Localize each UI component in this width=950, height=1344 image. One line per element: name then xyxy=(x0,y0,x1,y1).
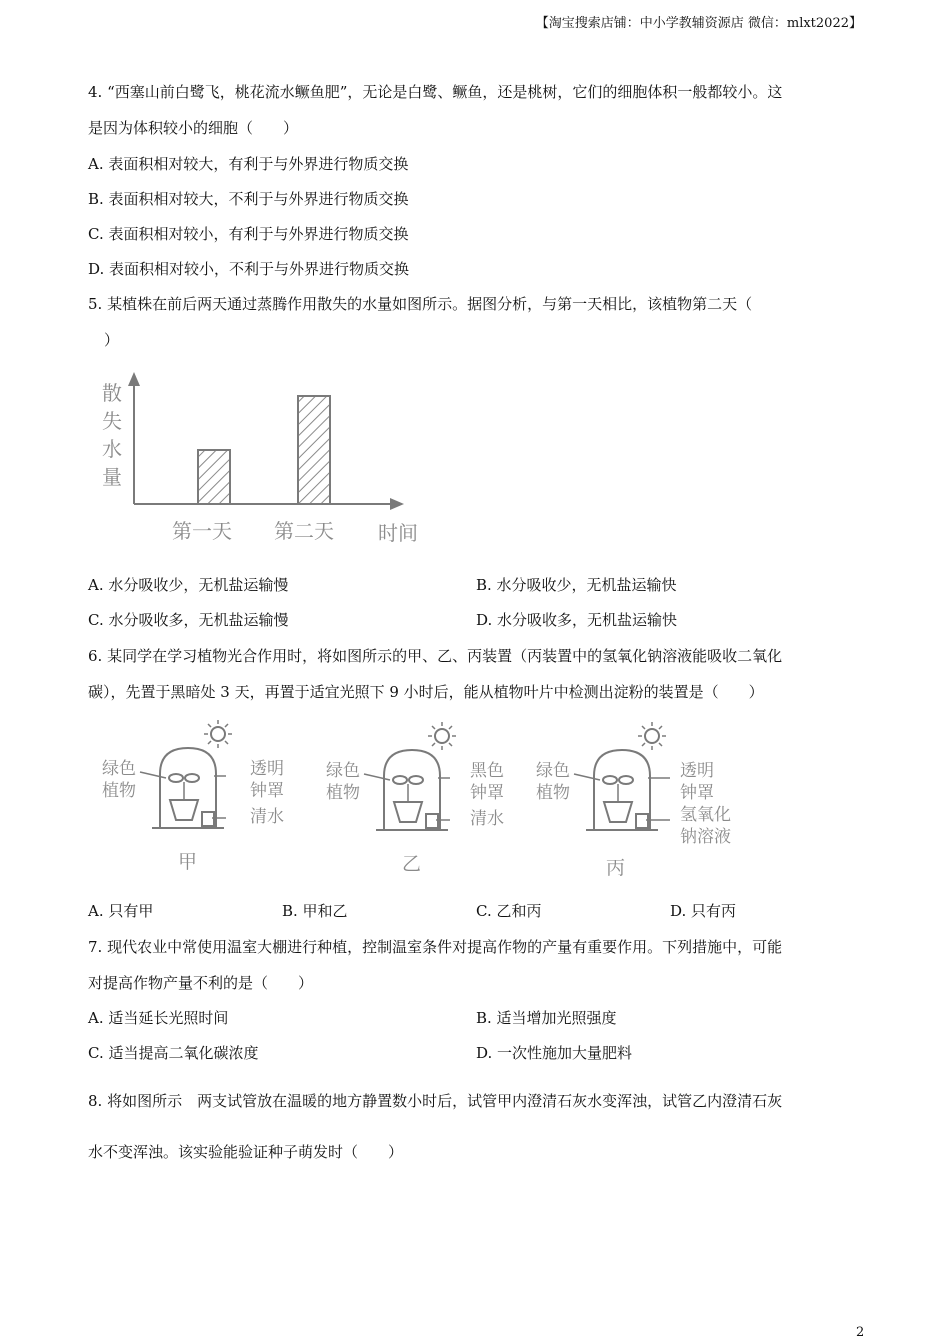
bar-day-2 xyxy=(298,396,330,504)
label-plant-line1: 绿色 xyxy=(326,761,360,781)
beaker-icon xyxy=(202,812,214,826)
sun-icon xyxy=(204,720,232,748)
x-category-day-1: 第一天 xyxy=(172,519,232,543)
q8-stem-line2: 水不变浑浊。该实验能验证种子萌发时（ ） xyxy=(88,1143,404,1161)
q4-option-b: B. 表面积相对较大，不利于与外界进行物质交换 xyxy=(88,190,409,208)
q6-stem-line1: 6. 某同学在学习植物光合作用时，将如图所示的甲、乙、丙装置（丙装置中的氢氧化钠溶液能吸收二氧化 xyxy=(88,647,783,665)
q6-stem-line2: 碳），先置于黑暗处 3 天，再置于适宜光照下 9 小时后，能从植物叶片中检测出淀粉的装置是（ ） xyxy=(88,683,764,701)
y-axis-arrow-icon xyxy=(128,372,140,386)
label-plant-line1: 绿色 xyxy=(102,759,136,779)
label-plant-line1: 绿色 xyxy=(536,761,570,781)
q5-option-a: A. 水分吸收少，无机盐运输慢 xyxy=(88,576,289,594)
q8-stem-line1: 8. 将如图所示 两支试管放在温暖的地方静置数小时后，试管甲内澄清石灰水变浑浊，试管乙内澄清石灰 xyxy=(88,1092,783,1110)
q6-option-c: C. 乙和丙 xyxy=(476,902,542,920)
q4-option-a: A. 表面积相对较大，有利于与外界进行物质交换 xyxy=(88,155,409,173)
label-liquid-line1: 氢氧化 xyxy=(680,805,731,825)
q6-option-d: D. 只有丙 xyxy=(670,902,737,920)
label-liquid-line2: 钠溶液 xyxy=(680,827,731,847)
label-cover-line1: 透明 xyxy=(250,759,284,779)
label-liquid: 清水 xyxy=(250,807,284,827)
bar-day-1 xyxy=(198,450,230,504)
device-name: 甲 xyxy=(178,851,198,873)
q7-stem-line2: 对提高作物产量不利的是（ ） xyxy=(88,974,314,992)
page-number: 2 xyxy=(856,1325,865,1340)
q4-option-d: D. 表面积相对较小，不利于与外界进行物质交换 xyxy=(88,260,410,278)
plant-icon xyxy=(603,776,633,822)
label-cover-line1: 黑色 xyxy=(470,761,504,781)
label-plant-line2: 植物 xyxy=(326,783,360,803)
device-name: 丙 xyxy=(606,857,626,879)
sun-icon xyxy=(638,722,666,750)
device-jia xyxy=(102,720,284,873)
label-plant-line2: 植物 xyxy=(102,781,136,801)
plant-icon xyxy=(393,776,423,822)
q7-option-c: C. 适当提高二氧化碳浓度 xyxy=(88,1044,259,1062)
y-label-char-4: 量 xyxy=(102,465,122,489)
q7-stem-line1: 7. 现代农业中常使用温室大棚进行种植，控制温室条件对提高作物的产量有重要作用。下列措施中，可能 xyxy=(88,938,783,956)
q5-option-d: D. 水分吸收多，无机盐运输快 xyxy=(476,611,678,629)
q4-stem-line2: 是因为体积较小的细胞（ ） xyxy=(88,119,299,137)
y-label-char-1: 散 xyxy=(102,381,122,405)
x-axis-arrow-icon xyxy=(390,498,404,510)
device-bing xyxy=(536,722,731,879)
page-header: 【淘宝搜索店铺：中小学教辅资源店 微信：mlxt2022】 xyxy=(535,16,862,31)
q7-option-b: B. 适当增加光照强度 xyxy=(476,1009,617,1027)
q7-option-a: A. 适当延长光照时间 xyxy=(88,1009,229,1027)
label-cover-line2: 钟罩 xyxy=(250,781,284,801)
bell-jar xyxy=(594,750,650,830)
q6-devices-figure xyxy=(96,716,746,886)
y-label-char-2: 失 xyxy=(102,409,122,433)
device-name: 乙 xyxy=(402,853,422,875)
label-cover-line2: 钟罩 xyxy=(680,783,714,803)
x-category-day-2: 第二天 xyxy=(274,519,334,543)
q5-stem-line1: 5. 某植株在前后两天通过蒸腾作用散失的水量如图所示。据图分析，与第一天相比，该植物第二天（ xyxy=(88,295,753,313)
device-yi xyxy=(326,722,504,875)
plant-icon xyxy=(169,774,199,820)
y-label-char-3: 水 xyxy=(102,437,122,461)
label-cover-line2: 钟罩 xyxy=(470,783,504,803)
sun-icon xyxy=(428,722,456,750)
q5-stem-line2: ） xyxy=(104,331,120,349)
label-liquid: 清水 xyxy=(470,809,504,829)
x-axis-label: 时间 xyxy=(378,521,418,545)
q6-option-a: A. 只有甲 xyxy=(88,902,154,920)
label-plant-line2: 植物 xyxy=(536,783,570,803)
q6-option-b: B. 甲和乙 xyxy=(282,902,348,920)
q5-option-b: B. 水分吸收少，无机盐运输快 xyxy=(476,576,677,594)
q5-bar-chart xyxy=(96,366,436,552)
q4-option-c: C. 表面积相对较小，有利于与外界进行物质交换 xyxy=(88,225,409,243)
beaker-icon xyxy=(426,814,438,828)
beaker-icon xyxy=(636,814,648,828)
bell-jar xyxy=(384,750,440,830)
bell-jar xyxy=(160,748,216,828)
q7-option-d: D. 一次性施加大量肥料 xyxy=(476,1044,633,1062)
q5-option-c: C. 水分吸收多，无机盐运输慢 xyxy=(88,611,289,629)
q4-stem-line1: 4. “西塞山前白鹭飞，桃花流水鳜鱼肥”，无论是白鹭、鳜鱼，还是桃树，它们的细胞体积一般都较小。这 xyxy=(88,83,783,101)
label-cover-line1: 透明 xyxy=(680,761,714,781)
